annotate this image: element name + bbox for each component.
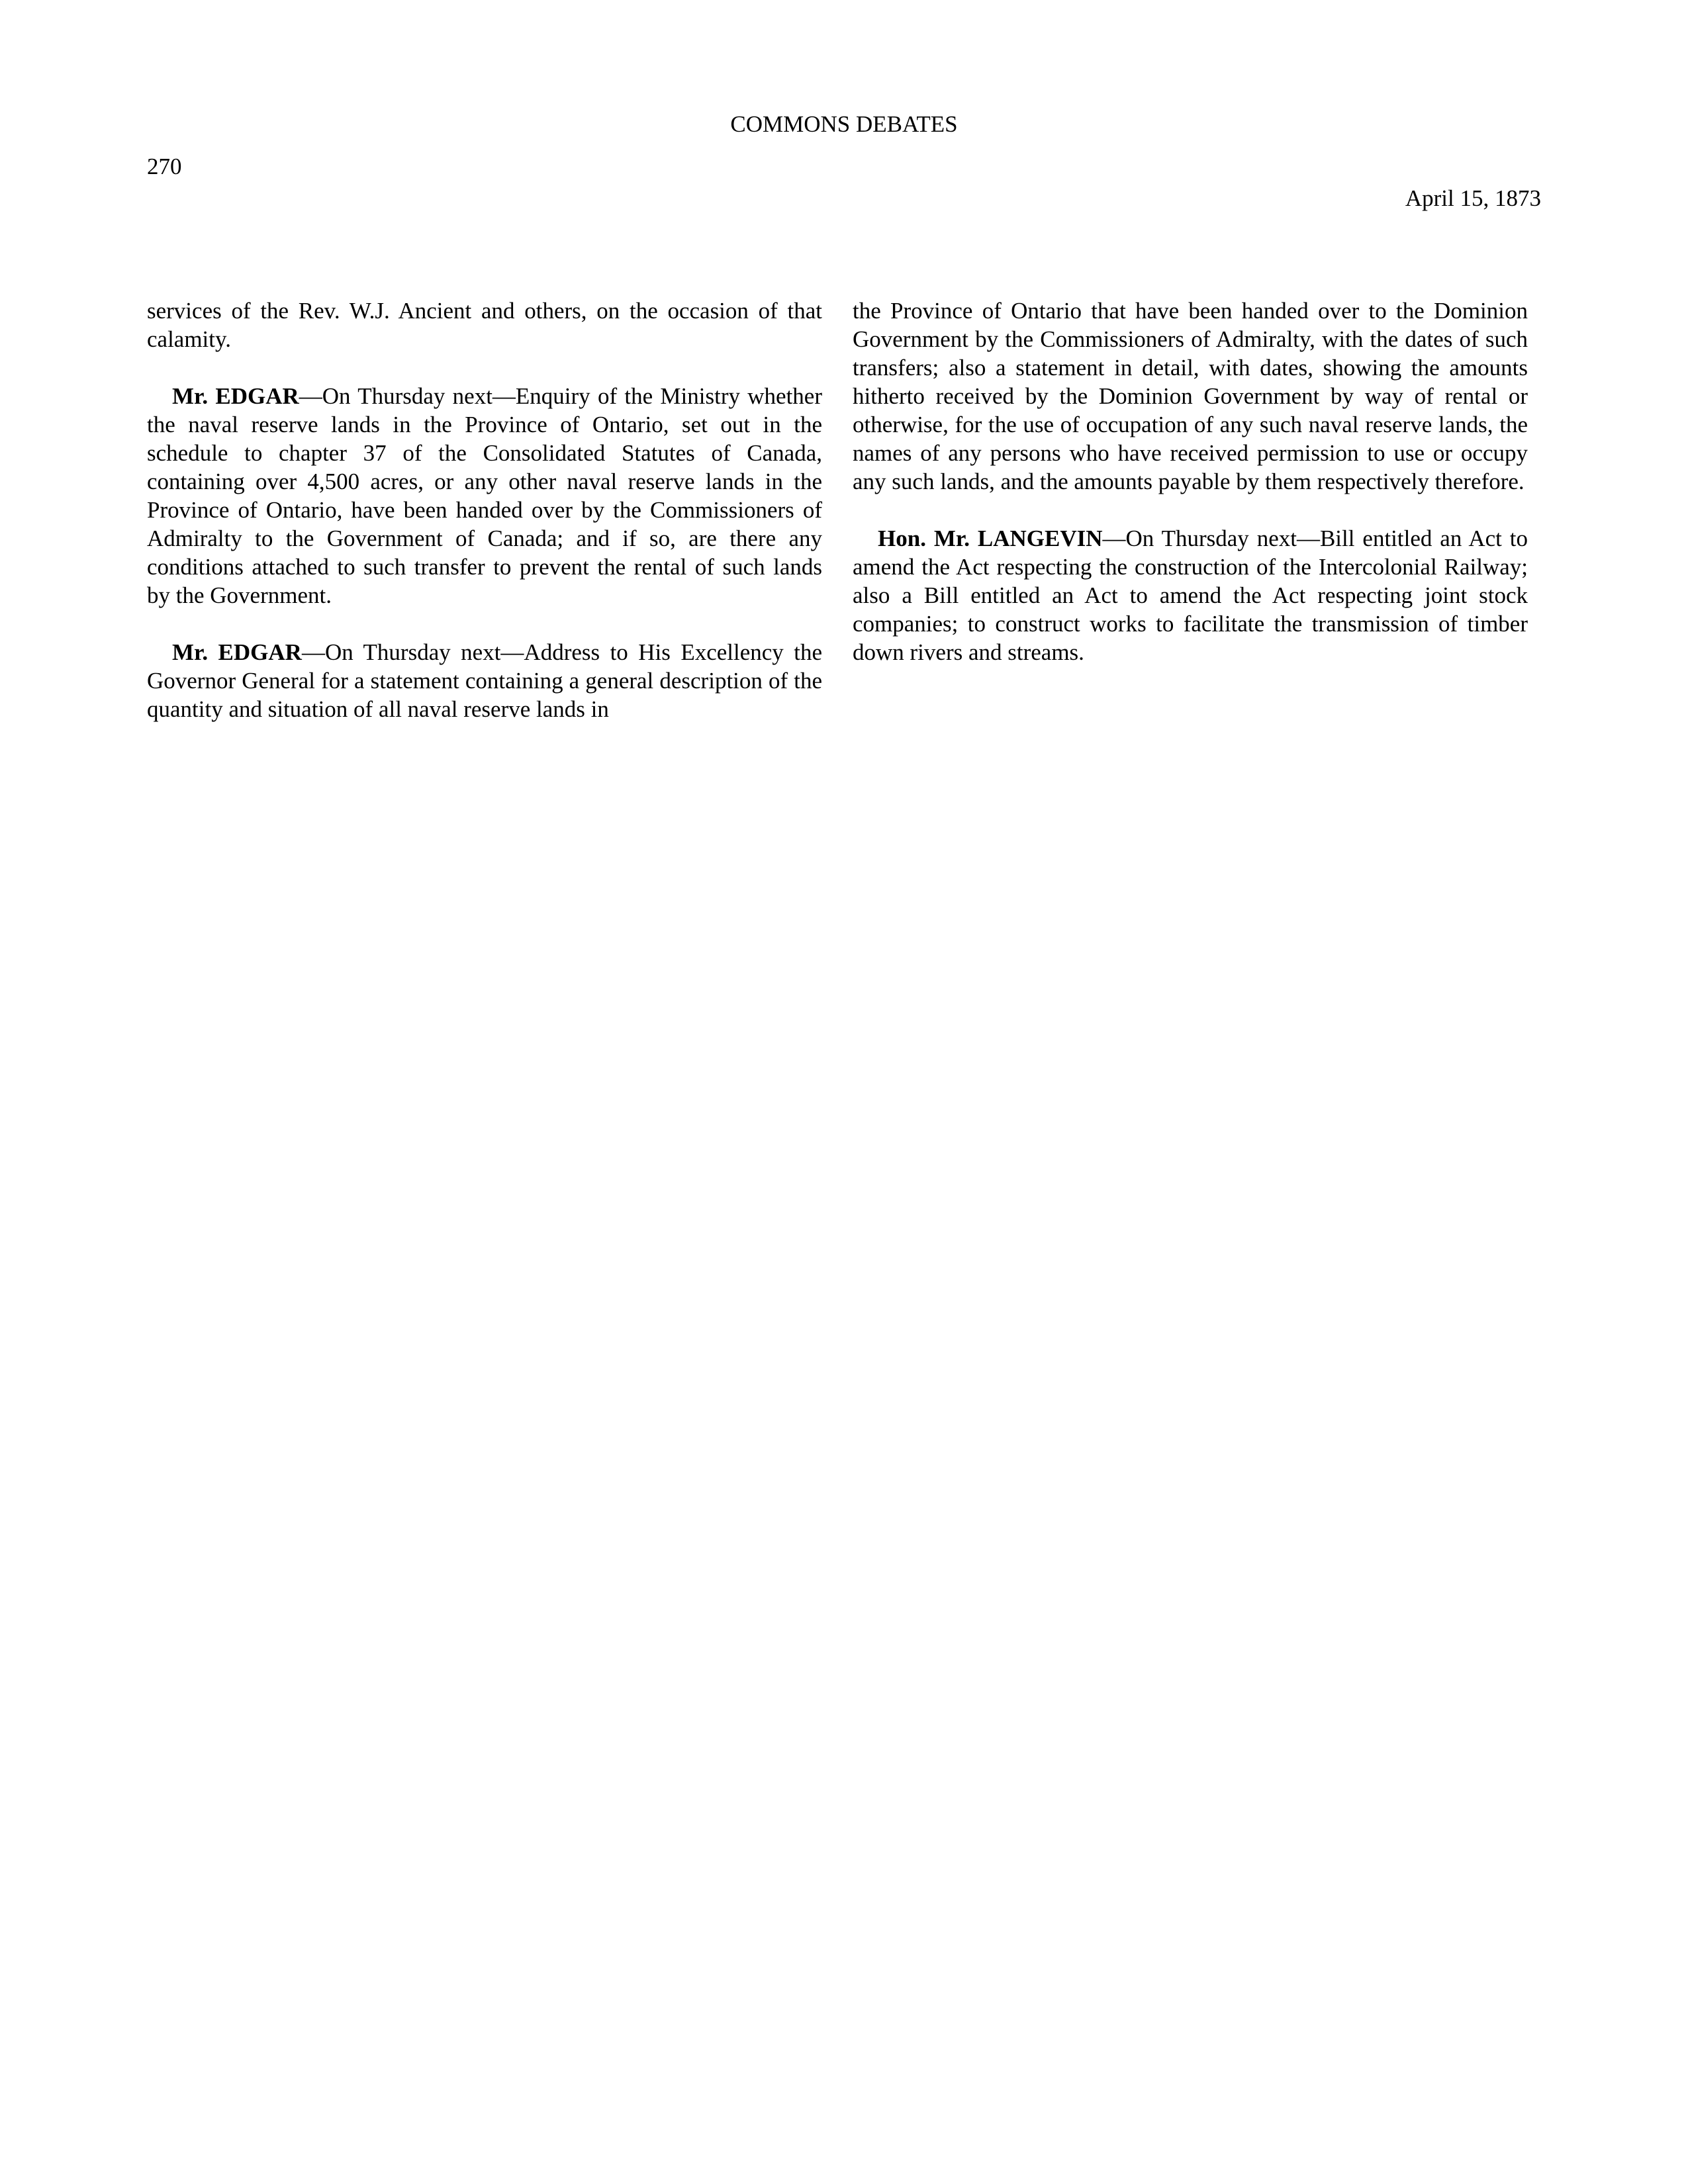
speaker-name: Mr. EDGAR xyxy=(172,639,302,665)
paragraph-edgar-enquiry xyxy=(147,382,822,610)
paragraph-text: the Province of Ontario that have been handed over to the Dominion Government by the Commissioners of Admiralty, with the dates of such transfers; also a statement in detail, with dates, showing the amounts hitherto received by the Dominion Government by way of rental or otherwise, for the use of occupation of any such naval reserve lands, the names of any persons who have received permission to use or occupy any such lands, and the amounts payable by them respectively therefore. xyxy=(853,298,1528,494)
speaker-name: Mr. EDGAR xyxy=(172,383,299,409)
page-number: 270 xyxy=(147,154,182,179)
paragraph-text: —On Thursday next—Bill entitled an Act to amend the Act respecting the construction of the Intercolonial Railway; also a Bill entitled an Act to amend the Act respecting joint stock companies; to construct works to facilitate the transmission of timber down rivers and streams. xyxy=(853,525,1528,665)
paragraph-continuation xyxy=(147,296,822,353)
paragraph-edgar-address xyxy=(147,638,822,723)
paragraph-text: services of the Rev. W.J. Ancient and others, on the occasion of that calamity. xyxy=(147,298,822,352)
paragraph-text: —On Thursday next—Enquiry of the Ministry whether the naval reserve lands in the Province of Ontario, set out in the schedule to chapter 37 of the Consolidated Statutes of Canada, containing over 4,500 acres, or any other naval reserve lands in the Province of Ontario, have been handed over by the Commissioners of Admiralty to the Government of Canada; and if so, are there any conditions attached to such transfer to prevent the rental of such lands by the Government. xyxy=(147,383,822,608)
paragraph-continuation xyxy=(853,296,1528,496)
speaker-name: Hon. Mr. LANGEVIN xyxy=(878,525,1103,551)
left-column xyxy=(147,296,822,752)
page-date: April 15, 1873 xyxy=(1405,185,1541,211)
paragraph-text: —On Thursday next—Address to His Excellency the Governor General for a statement containing a general description of the quantity and situation of all naval reserve lands in xyxy=(147,639,822,722)
right-column xyxy=(853,296,1528,695)
running-head: COMMONS DEBATES xyxy=(730,111,958,137)
paragraph-langevin-bill xyxy=(853,524,1528,666)
